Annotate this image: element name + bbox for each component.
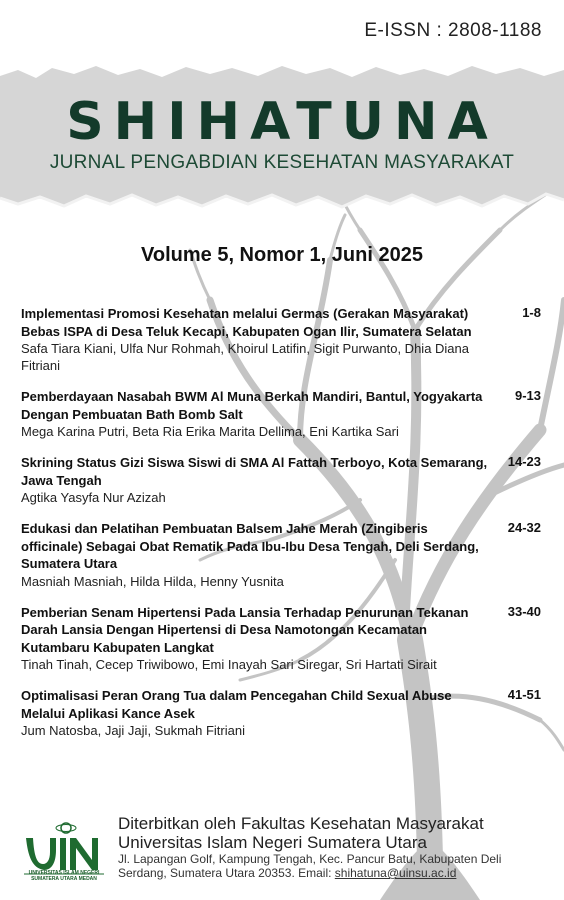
publisher-address bbox=[118, 852, 548, 880]
publisher-university: Universitas Islam Negeri Sumatera Utara bbox=[118, 833, 427, 852]
article-title: Implementasi Promosi Kesehatan melalui Germas (Gerakan Masyarakat) Bebas ISPA di Desa Teluk Kecapi, Kabupaten Ogan Ilir, Sumatera Selatan bbox=[21, 306, 472, 339]
table-of-contents bbox=[21, 305, 545, 753]
issn-number: E-ISSN : 2808-1188 bbox=[364, 20, 542, 41]
article-authors: Jum Natosba, Jaji Jaji, Sukmah Fitriani bbox=[21, 723, 245, 738]
article-pages: 14-23 bbox=[507, 454, 541, 469]
email-link[interactable]: shihatuna@uinsu.ac.id bbox=[334, 866, 457, 880]
article-authors: Mega Karina Putri, Beta Ria Erika Marita Dellima, Eni Kartika Sari bbox=[21, 424, 399, 439]
journal-subtitle: JURNAL PENGABDIAN KESEHATAN MASYARAKAT bbox=[49, 152, 515, 173]
address-text: Jl. Lapangan Golf, Kampung Tengah, Kec. Pancur Batu, Kabupaten Deli Serdang, Sumatera Utara 20353. Email: bbox=[118, 852, 502, 880]
article-authors: Agtika Yasyfa Nur Azizah bbox=[21, 490, 166, 505]
article-title: Optimalisasi Peran Orang Tua dalam Pencegahan Child Sexual Abuse Melalui Aplikasi Kance Asek bbox=[21, 688, 452, 721]
volume-info: Volume 5, Nomor 1, Juni 2025 bbox=[141, 244, 423, 266]
article-item[interactable] bbox=[21, 305, 545, 374]
article-item[interactable] bbox=[21, 388, 545, 440]
article-pages: 33-40 bbox=[507, 603, 541, 619]
article-title: Pemberdayaan Nasabah BWM Al Muna Berkah Mandiri, Bantul, Yogyakarta Dengan Pembuatan Bath Bomb Salt bbox=[21, 389, 483, 422]
article-authors: Masniah Masniah, Hilda Hilda, Henny Yusnita bbox=[21, 573, 284, 589]
article-authors: Tinah Tinah, Cecep Triwibowo, Emi Inayah Sari Siregar, Sri Hartati Sirait bbox=[21, 657, 437, 672]
article-item[interactable] bbox=[21, 454, 545, 506]
article-authors: Safa Tiara Kiani, Ulfa Nur Rohmah, Khoirul Latifin, Sigit Purwanto, Dhia Diana Fitriani bbox=[21, 341, 469, 373]
article-pages: 41-51 bbox=[507, 687, 541, 702]
article-title: Skrining Status Gizi Siswa Siswi di SMA Al Fattah Terboyo, Kota Semarang, Jawa Tengah bbox=[21, 455, 488, 488]
publisher-faculty: Diterbitkan oleh Fakultas Kesehatan Masyarakat bbox=[118, 814, 484, 833]
journal-title: SHIHATUNA bbox=[66, 92, 498, 152]
logo-caption: UNIVERSITAS ISLAM NEGERI SUMATERA UTARA MEDAN bbox=[28, 870, 100, 882]
article-pages: 9-13 bbox=[514, 388, 541, 403]
article-title: Pemberian Senam Hipertensi Pada Lansia Terhadap Penurunan Tekanan Darah Lansia Dengan Hipertensi di Desa Namotongan Kecamatan Kutambaru Kabupaten Langkat bbox=[21, 604, 469, 655]
article-item[interactable] bbox=[21, 520, 545, 590]
article-item[interactable] bbox=[21, 604, 545, 674]
publisher-footer bbox=[0, 808, 564, 900]
article-pages: 1-8 bbox=[522, 305, 541, 320]
article-pages: 24-32 bbox=[507, 520, 541, 535]
article-item[interactable] bbox=[21, 687, 545, 739]
article-title: Edukasi dan Pelatihan Pembuatan Balsem Jahe Merah (Zingiberis officinale) Sebagai Obat Rematik Pada Ibu-Ibu Desa Tengah, Deli Serdang, Sumatera Utara bbox=[21, 521, 479, 571]
